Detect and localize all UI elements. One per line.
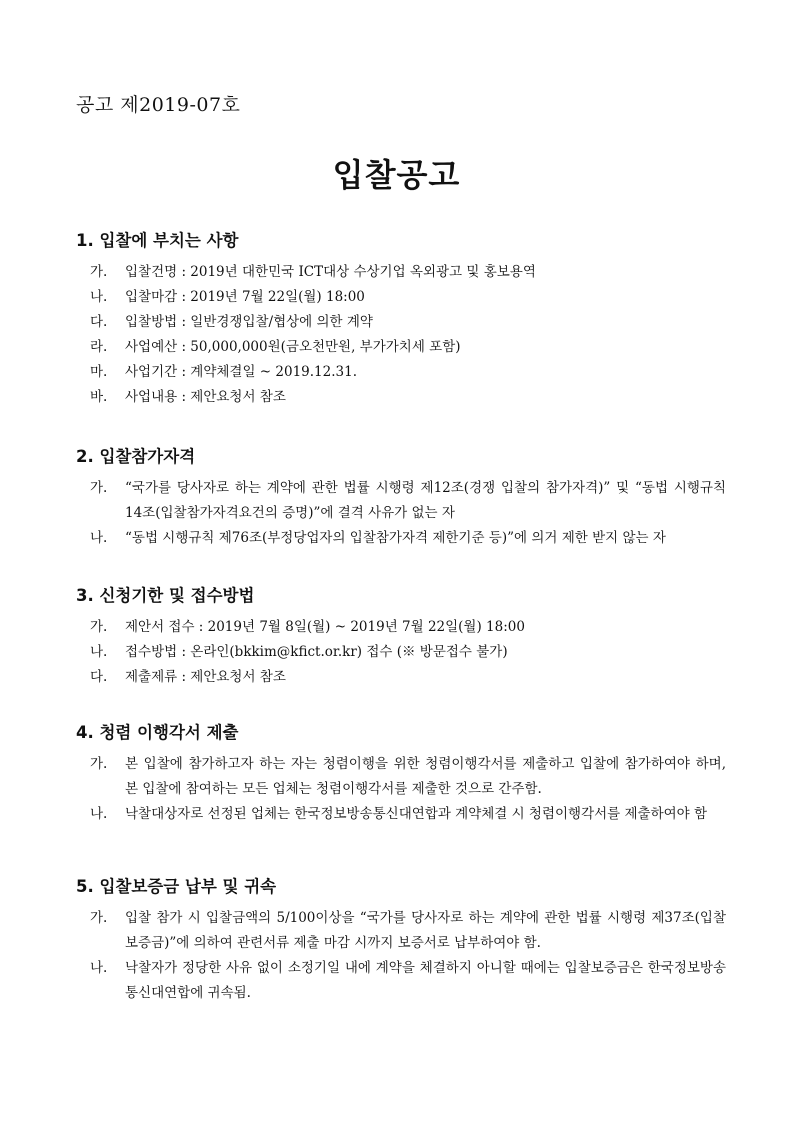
item-text: 제출제류 : 제안요청서 참조 bbox=[125, 669, 286, 685]
list-item bbox=[90, 640, 726, 665]
item-marker: 나. bbox=[90, 530, 108, 546]
section-heading: 4. 청렴 이행각서 제출 bbox=[76, 723, 239, 742]
item-marker: 나. bbox=[90, 960, 108, 976]
list-item bbox=[90, 665, 726, 690]
item-text: 입찰방법 : 일반경쟁입찰/협상에 의한 계약 bbox=[125, 314, 373, 330]
list-item bbox=[90, 956, 726, 1006]
list-item bbox=[90, 285, 726, 310]
item-text: 본 입찰에 참가하고자 하는 자는 청렴이행을 위한 청렴이행각서를 제출하고 입찰에 참가하여야 하며, 본 입찰에 참여하는 모든 업체는 청렴이행각서를 제출한 것으로 간주함. bbox=[125, 756, 726, 797]
item-marker: 나. bbox=[90, 644, 108, 660]
item-marker: 나. bbox=[90, 806, 108, 822]
list-item bbox=[90, 615, 726, 640]
section-bid-bond bbox=[76, 876, 726, 1006]
list-item bbox=[90, 360, 726, 385]
item-marker: 다. bbox=[90, 669, 108, 685]
item-marker: 바. bbox=[90, 389, 108, 405]
list-item bbox=[90, 335, 726, 360]
item-marker: 가. bbox=[90, 264, 108, 280]
item-marker: 가. bbox=[90, 756, 108, 772]
section-heading: 5. 입찰보증금 납부 및 귀속 bbox=[76, 877, 277, 896]
item-marker: 가. bbox=[90, 910, 108, 926]
page-title: 입찰공고 bbox=[332, 156, 461, 194]
item-text: 제안서 접수 : 2019년 7월 8일(월) ~ 2019년 7월 22일(월) 18:00 bbox=[125, 619, 525, 635]
notice-number: 공고 제2019-07호 bbox=[76, 94, 241, 116]
item-marker: 가. bbox=[90, 480, 108, 496]
item-text: 사업예산 : 50,000,000원(금오천만원, 부가가치세 포함) bbox=[125, 339, 461, 355]
item-text: “동법 시행규칙 제76조(부정당업자의 입찰참가자격 제한기준 등)”에 의거 제한 받지 않는 자 bbox=[125, 530, 666, 546]
list-item bbox=[90, 802, 726, 827]
section-bid-items bbox=[76, 230, 726, 410]
item-text: “국가를 당사자로 하는 계약에 관한 법률 시행령 제12조(경쟁 입찰의 참가자격)” 및 “동법 시행규칙 14조(입찰참가자격요건의 증명)”에 결격 사유가 없는 자 bbox=[125, 480, 726, 521]
item-text: 입찰 참가 시 입찰금액의 5/100이상을 “국가를 당사자로 하는 계약에 관한 법률 시행령 제37조(입찰보증금)”에 의하여 관련서류 제출 마감 시까지 보증서로 납부하여야 함. bbox=[125, 910, 726, 951]
list-item bbox=[90, 906, 726, 956]
item-text: 낙찰대상자로 선정된 업체는 한국정보방송통신대연합과 계약체결 시 청렴이행각서를 제출하여야 함 bbox=[125, 806, 708, 822]
list-item bbox=[90, 752, 726, 802]
list-item bbox=[90, 385, 726, 410]
item-text: 낙찰자가 정당한 사유 없이 소정기일 내에 계약을 체결하지 아니할 때에는 입찰보증금은 한국정보방송통신대연합에 귀속됨. bbox=[125, 960, 726, 1001]
section-heading: 3. 신청기한 및 접수방법 bbox=[76, 586, 255, 605]
item-marker: 다. bbox=[90, 314, 108, 330]
item-marker: 마. bbox=[90, 364, 108, 380]
list-item bbox=[90, 476, 726, 526]
section-application bbox=[76, 585, 726, 690]
item-marker: 나. bbox=[90, 289, 108, 305]
list-item bbox=[90, 310, 726, 335]
item-text: 입찰마감 : 2019년 7월 22일(월) 18:00 bbox=[125, 289, 365, 305]
section-heading: 2. 입찰참가자격 bbox=[76, 447, 196, 466]
list-item bbox=[90, 526, 726, 551]
item-marker: 라. bbox=[90, 339, 108, 355]
section-integrity-pledge bbox=[76, 722, 726, 827]
item-text: 사업기간 : 계약체결일 ~ 2019.12.31. bbox=[125, 364, 357, 380]
item-text: 입찰건명 : 2019년 대한민국 ICT대상 수상기업 옥외광고 및 홍보용역 bbox=[125, 264, 536, 280]
item-marker: 가. bbox=[90, 619, 108, 635]
list-item bbox=[90, 260, 726, 285]
section-heading: 1. 입찰에 부치는 사항 bbox=[76, 231, 239, 250]
item-text: 접수방법 : 온라인(bkkim@kfict.or.kr) 접수 (※ 방문접수 불가) bbox=[125, 644, 508, 660]
item-text: 사업내용 : 제안요청서 참조 bbox=[125, 389, 286, 405]
section-eligibility bbox=[76, 446, 726, 551]
